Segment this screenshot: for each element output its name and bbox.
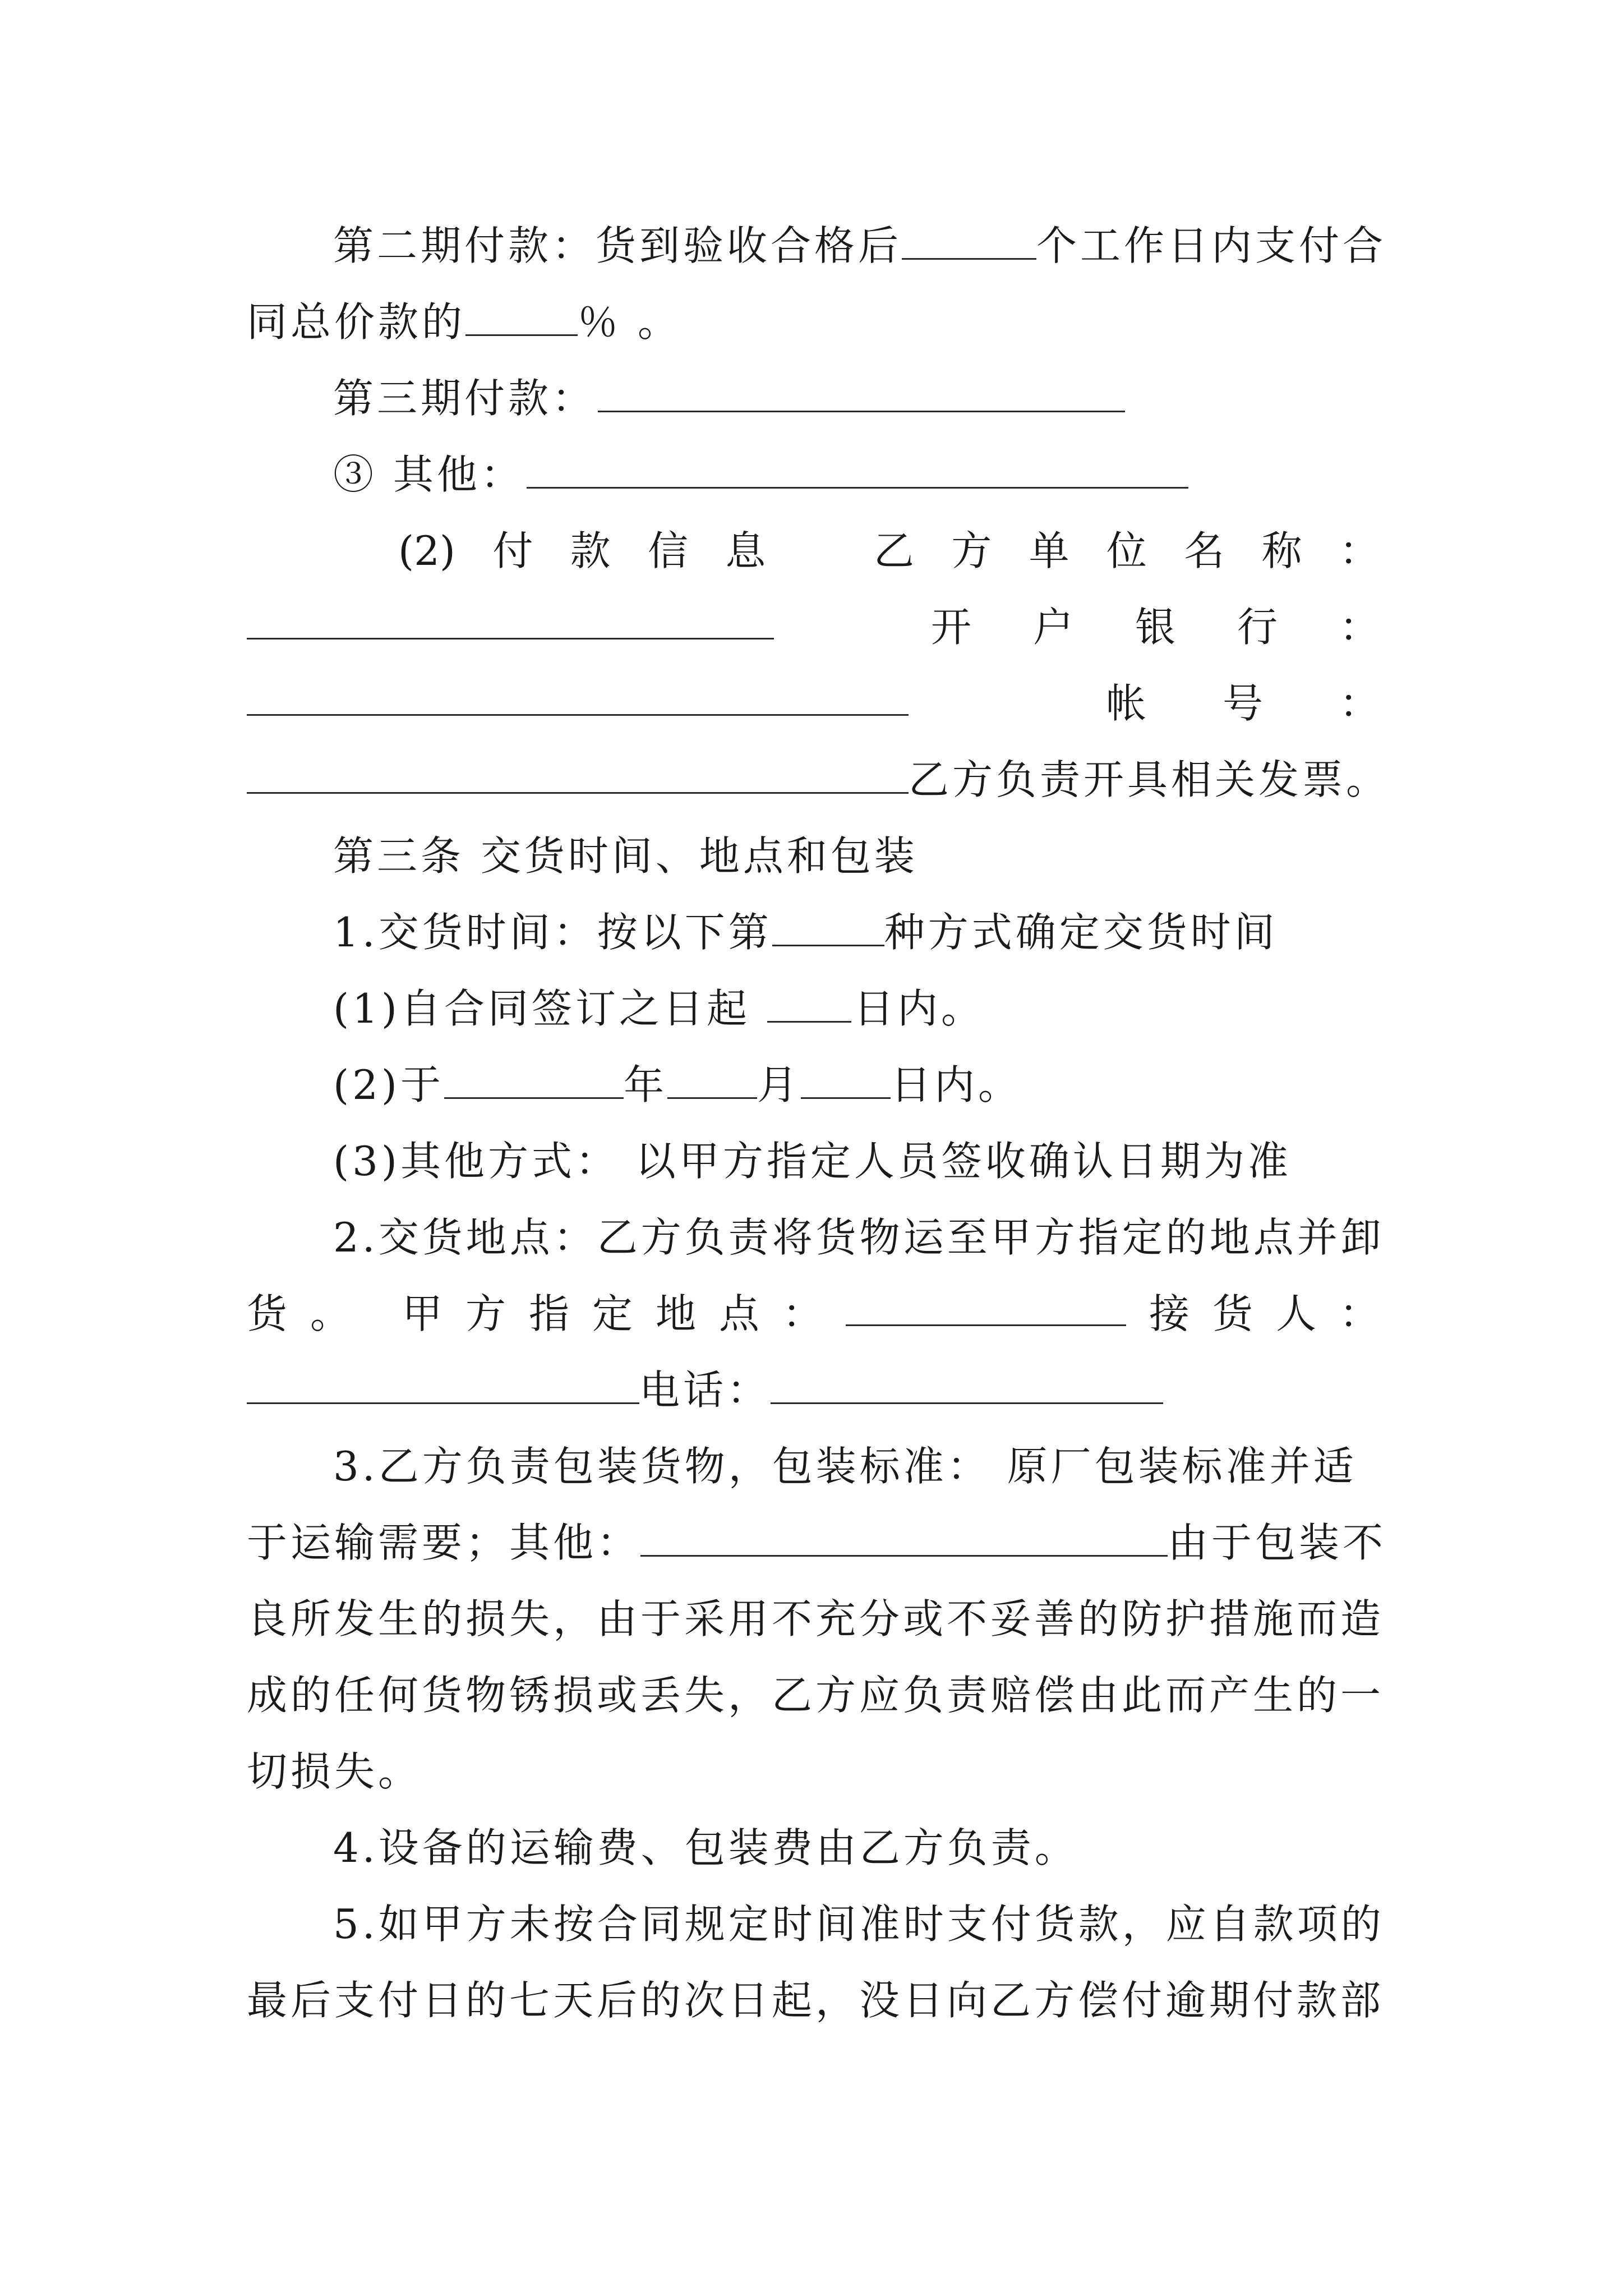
designated-place-line [247,1280,1380,1347]
char: 方 [951,527,992,574]
text: 2.交货地点：乙方负责将货物运至甲方指定的地点并卸 [333,1214,1385,1261]
text: 良所发生的损失，由于采用不充分或不妥善的防护措施而造 [247,1595,1385,1642]
char: 指 [528,1290,569,1337]
blank-receiver [247,1380,639,1404]
char: 息 [725,527,766,574]
text: 日内。 [891,1061,1022,1108]
text: 4.设备的运输费、包装费由乙方负责。 [333,1824,1078,1871]
delivery-option-3 [247,1128,1380,1195]
phone-line [247,1356,1380,1424]
text: 月 [757,1061,801,1108]
char: 名 [1184,527,1225,574]
text: 年 [624,1061,668,1108]
char: 称 [1261,527,1302,574]
char: 甲 [402,1290,442,1337]
text: 成的任何货物锈损或丢失，乙方应负责赔偿由此而产生的一 [247,1672,1385,1719]
char: 乙 [873,527,914,574]
delivery-option-1 [247,975,1380,1042]
char: 位 [1106,527,1147,574]
blank-method [772,922,884,946]
char: ： [1339,604,1380,651]
text-line [247,1662,1385,1729]
text: 第三期付款： [333,375,596,422]
blank-account [247,770,909,794]
bank-line [247,593,1380,661]
blank-place [846,1302,1126,1326]
char: 银 [1135,604,1175,651]
text: ％ 。 [578,298,681,346]
char: 信 [647,527,688,574]
blank-day [801,1075,891,1099]
text: 3.乙方负责包装货物，包装标准： 原厂包装标准并适 [333,1443,1357,1490]
transport-fee-line [247,1814,1380,1881]
invoice-line [247,746,1402,813]
char: 付 [492,527,533,574]
char: 地 [655,1290,696,1337]
delivery-time-line [247,899,1380,966]
char: 帐 [1105,680,1146,727]
char: 款 [570,527,611,574]
text: 于运输需要；其他： [247,1519,641,1566]
char: 接 [1149,1290,1189,1337]
char: ： [1339,1290,1380,1337]
text: 乙方负责开具相关发票。 [909,756,1390,803]
char: ： [1339,680,1380,727]
text: 1.交货时间：按以下第 [333,909,772,956]
text: 最后支付日的七天后的次日起，没日向乙方偿付逾期付款部 [247,1977,1385,2024]
other-payment-line [247,441,1380,508]
text: 第二期付款：货到验收合格后 [333,222,902,269]
text: (2)于 [333,1061,444,1108]
text: ③ 其他： [333,451,524,498]
payment-phase-2-line [247,212,1387,279]
char: 户 [1032,604,1073,651]
text-line [247,1738,1380,1805]
text: (3)其他方式： 以甲方指定人员签收确认日期为准 [333,1138,1292,1185]
char: 行 [1237,604,1278,651]
char: 货 [1212,1290,1253,1337]
char: 货 [247,1290,288,1337]
delivery-place-line [247,1204,1385,1271]
packaging-other-line [247,1509,1387,1576]
blank-phase-3 [598,388,1125,412]
char: 开 [930,604,971,651]
text: (2) [398,527,455,574]
blank-other [527,464,1188,489]
char: 定 [592,1290,633,1337]
char: 。 [310,1290,351,1337]
blank-working-days [902,236,1036,260]
payment-phase-3-line [247,365,1380,432]
delivery-option-2 [247,1051,1380,1119]
payment-info-line [247,517,1380,585]
blank-days [767,999,851,1023]
blank-packaging-other [640,1533,1168,1557]
blank-percent [465,312,578,336]
char: 方 [465,1290,506,1337]
blank-phone [771,1380,1163,1404]
text: 由于包装不 [1168,1519,1387,1566]
account-line [247,670,1380,737]
char: ： [782,1290,823,1337]
blank-company-name [247,615,774,639]
text: 同总价款的 [247,298,466,346]
char: 单 [1029,527,1069,574]
blank-bank [247,692,909,716]
blank-year [444,1075,624,1099]
text: 切损失。 [247,1748,422,1795]
text: 种方式确定交货时间 [884,909,1278,956]
text: 日内。 [854,985,985,1032]
packaging-line [247,1433,1380,1500]
payment-phase-2-percent-line [247,288,1380,356]
text-line [247,1585,1385,1653]
text: 电话： [639,1366,771,1414]
text: (1)自合同签订之日起 [333,985,750,1032]
char: 号 [1222,680,1263,727]
text: 5.如甲方未按合同规定时间准时支付货款，应自款项的 [333,1901,1385,1948]
text-line [247,1967,1385,2034]
text: 个工作日内支付合 [1036,222,1387,269]
char: 点 [718,1290,759,1337]
text: 第三条 交货时间、地点和包装 [333,832,918,880]
char: ： [1339,527,1380,574]
blank-month [667,1075,757,1099]
article-3-heading [247,822,1380,890]
char: 人 [1275,1290,1316,1337]
late-payment-line [247,1890,1385,1958]
